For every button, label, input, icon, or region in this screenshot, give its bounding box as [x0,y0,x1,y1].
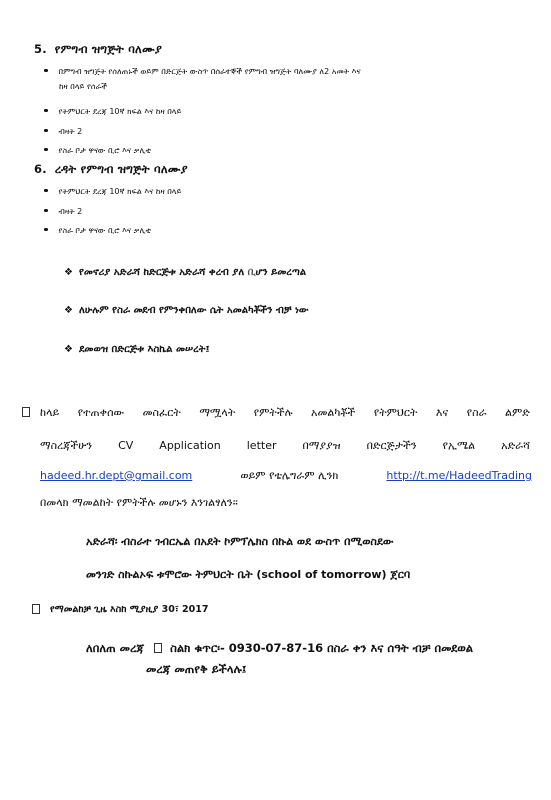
word: Application [159,439,221,452]
deadline-text: የማመልከቻ ጊዜ እስከ ሚያዚያ 30፣ 2017 [50,604,209,615]
word: የምትችሉ [253,406,293,419]
telegram-link[interactable]: http://t.me/HadeedTrading [386,469,532,482]
word: የትምህርት [373,406,418,419]
diamond-bullet-icon: ❖ [64,305,73,316]
note-2 [64,305,309,316]
contact-label: ለበለጠ መረጃ [86,641,145,655]
section-6-bullet-1 [44,184,181,199]
section-6-bullet-1-text: የትምህርት ደረጃ 10ኛ ክፍል እና ከዛ በላይ [58,187,182,196]
bullet-dot-icon [44,228,48,232]
address-line-2: መንገድ ስኩልኦፍ ቱሞሮው ትምህርት ቤት (school of tomorrow) ጀርባ [86,568,411,581]
section-6-bullet-3 [44,223,151,238]
section-5-heading [34,42,162,57]
email-link[interactable]: hadeed.hr.dept@gmail.com [40,469,193,482]
word: በማያያዝ [302,439,341,452]
word: letter [246,439,277,452]
bullet-dot-icon [44,189,48,193]
section-5-bullet-3-text: ብዛት 2 [58,127,83,136]
note-2-text: ለሁሉም የስራ መደብ የምንቀበለው ሴት አመልካቾችን ብቻ ነው [78,305,309,316]
bullet-dot-icon [44,209,48,213]
word: ማሟላት [199,406,236,419]
bullet-dot-icon [44,69,48,73]
application-line-2 [40,431,530,460]
checkbox-glyph-icon [32,604,40,614]
application-line-4: በመላክ ማመልከት የምትችሉ መሆኑን እንገልፃለን፡፡ [40,496,238,509]
note-1 [64,267,306,278]
application-line-3 [40,461,532,490]
bullet-dot-icon [44,129,48,133]
checkbox-glyph-icon [154,643,162,653]
section-5-bullet-2 [44,104,181,119]
word: CV [118,439,134,452]
contact-line-1 [86,641,473,656]
word: መስፈርት [142,406,181,419]
section-6-number: 6. [34,162,47,176]
section-6-bullet-2 [44,204,82,219]
contact-line-2: መረጃ መጠየቅ ይችላሉ፤ [146,662,247,676]
application-paragraph [22,398,530,427]
note-3 [64,344,210,355]
section-5-title: የምግብ ዝግጅት ባለሙያ [54,42,163,56]
section-5-bullet-1 [44,64,361,94]
bullet-dot-icon [44,148,48,152]
section-5-bullet-4 [44,143,151,158]
section-5-bullet-1-cont: ከዛ በላይ የሰራች [59,82,108,91]
word: በድርጅታችን [366,439,417,452]
section-5-bullet-1-text: በምግብ ዝግጅት የሰለጠኑች ወይም በድርጅት ውስጥ በሰራተኞች የምግብ ዝግጅት ባለሙያ ለ2 አመት እና [58,67,361,76]
word: ከላይ [40,406,60,419]
section-6-bullet-2-text: ብዛት 2 [58,207,83,216]
word: አድራሻ [501,439,530,452]
section-6-heading [34,162,188,177]
diamond-bullet-icon: ❖ [64,267,73,278]
address-line-1: አድራሻ፡ ብስራተ ገብርኤል በአደት ኮምፕሌክስ በኩል ወደ ውስጥ በሚወስደው [86,535,394,548]
application-line-1 [22,398,530,427]
section-5-bullet-3 [44,124,82,139]
section-5-bullet-2-text: የትምህርት ደረጃ 10ኛ ክፍል እና ከዛ በላይ [58,107,182,116]
checkbox-glyph-icon [22,407,30,417]
contact-phone-text: ስልክ ቁጥር፡- 0930-07-87-16 በስራ ቀን እና ሰዓት ብቻ በመደወል [170,641,474,655]
word: አመልካቾች [311,406,356,419]
section-6-title: ረዳት የምግብ ዝግጅት ባለሙያ [54,162,188,176]
note-1-text: የመኖሪያ አድራሻ ከድርጅቱ አድራሻ ቀረብ ያለ ቢሆን ይመረጣል [78,267,307,278]
word: የተጠቀሰው [77,406,125,419]
section-5-bullet-4-text: የስራ ቦታ ዋናው ቢሮ እና ቃሊቲ [58,146,151,155]
application-line-3-wrap [40,461,532,490]
telegram-label: ወይም የቴሌግራም ሊንክ [240,469,339,482]
bullet-dot-icon [44,109,48,113]
word: እና [435,406,449,419]
word: ማስረጃችሁን [40,439,93,452]
word: የስራ [466,406,487,419]
application-deadline [32,604,208,615]
application-line-2-wrap [40,431,530,460]
note-3-text: ደመወዝ በድርጅቱ እስኬል መሠረት፤ [78,344,210,355]
section-5-number: 5. [34,42,47,56]
diamond-bullet-icon: ❖ [64,344,73,355]
word: የኢሜል [442,439,476,452]
word: ልምድ [505,406,530,419]
section-6-bullet-3-text: የስራ ቦታ ዋናው ቢሮ እና ቃሊቲ [58,226,151,235]
